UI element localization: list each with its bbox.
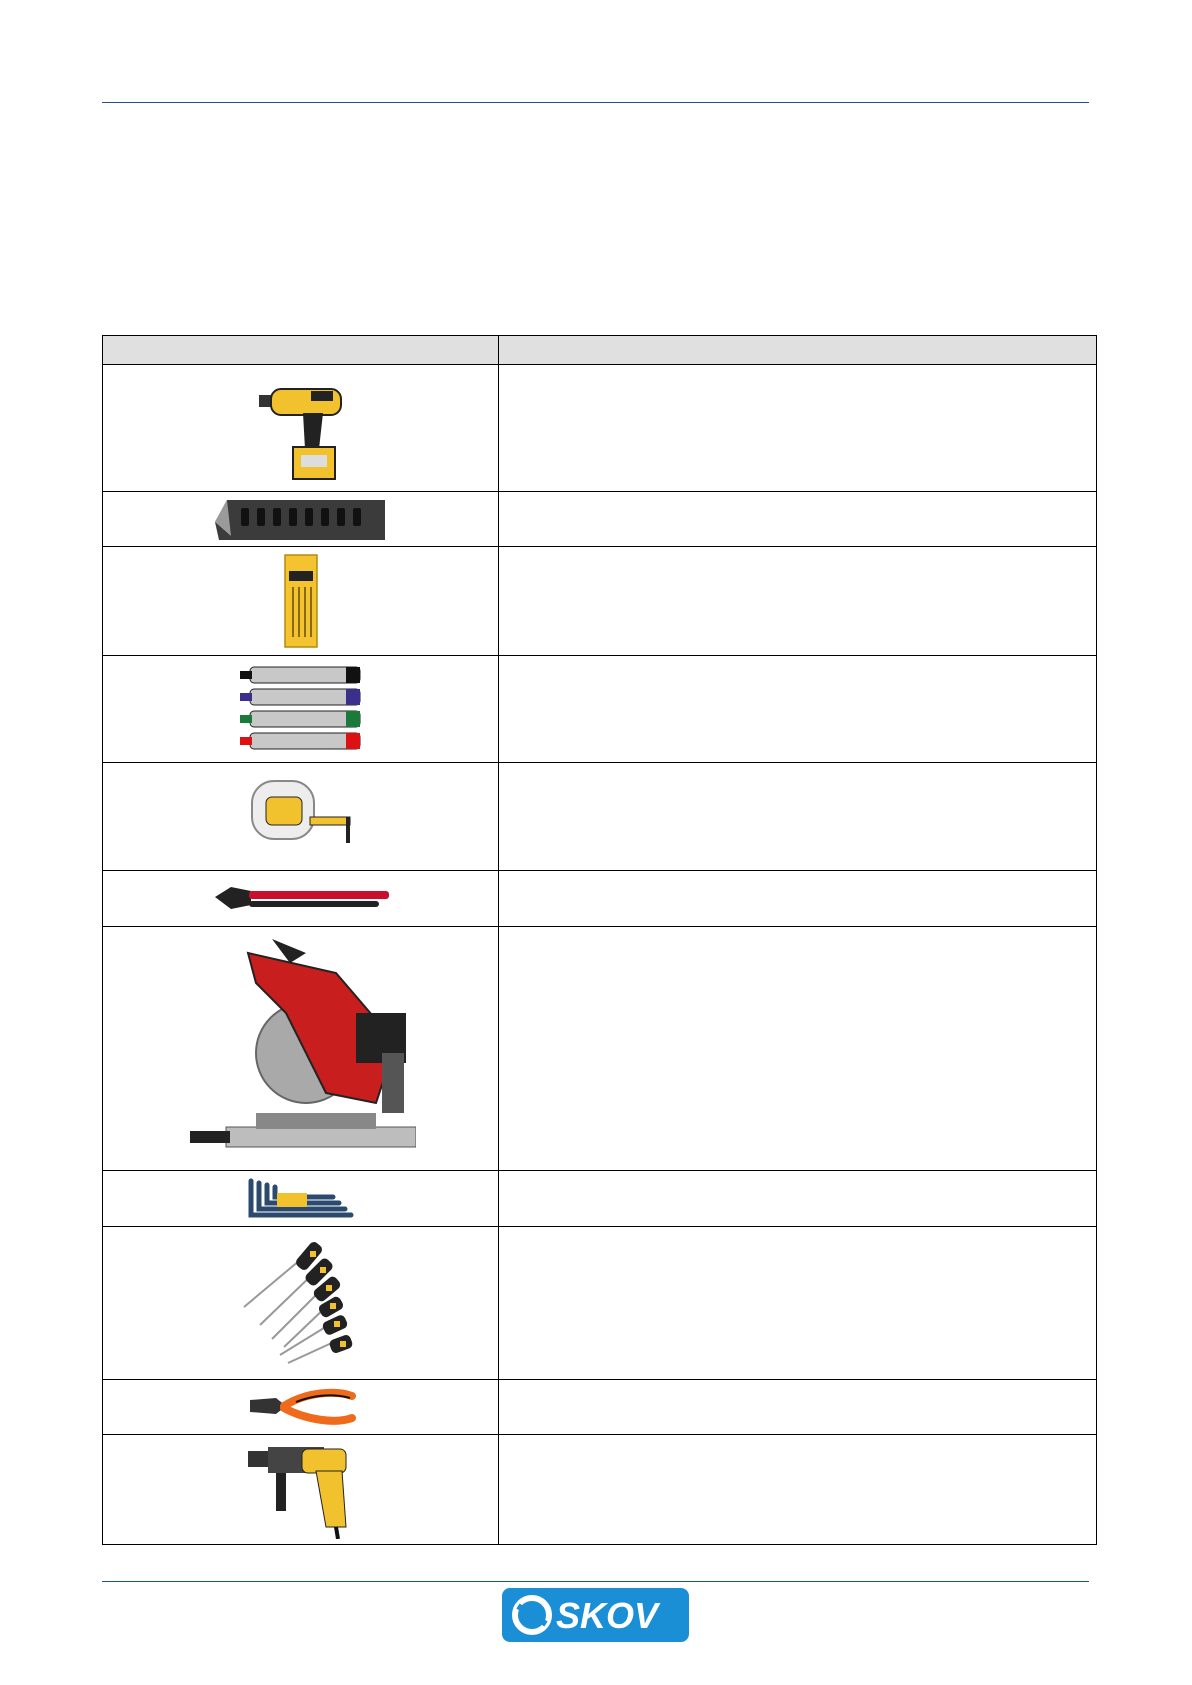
tool-image-cell (103, 763, 499, 871)
description-cell (499, 1227, 1097, 1380)
footer-rule (102, 1581, 1089, 1582)
tools-table (102, 335, 1097, 1545)
table-row (103, 1380, 1097, 1435)
header-cell-description (499, 336, 1097, 365)
description-cell (499, 1435, 1097, 1545)
skov-logo (502, 1588, 689, 1642)
screwdriver-bit-set-icon (213, 496, 388, 542)
hex-key-set-icon (241, 1177, 361, 1221)
description-cell (499, 492, 1097, 547)
table-row (103, 492, 1097, 547)
screwdriver-set-icon (236, 1231, 366, 1375)
side-cutter-pliers-icon (246, 1386, 356, 1428)
tape-measure-icon (246, 777, 356, 857)
tool-image-cell (103, 1380, 499, 1435)
table-row (103, 871, 1097, 927)
pipe-wrench-icon (211, 879, 391, 919)
tool-image-cell (103, 1435, 499, 1545)
table-row (103, 547, 1097, 656)
table-row (103, 1227, 1097, 1380)
table-row (103, 365, 1097, 492)
impact-drill-icon (246, 1441, 356, 1539)
description-cell (499, 656, 1097, 763)
description-cell (499, 1171, 1097, 1227)
tool-image-cell (103, 871, 499, 927)
table-row (103, 656, 1097, 763)
tool-image-cell (103, 656, 499, 763)
description-cell (499, 547, 1097, 656)
description-cell (499, 365, 1097, 492)
table-row (103, 763, 1097, 871)
tool-image-cell (103, 365, 499, 492)
cordless-drill-icon (241, 373, 361, 483)
tool-image-cell (103, 492, 499, 547)
tool-image-cell (103, 1171, 499, 1227)
header-rule (102, 102, 1089, 103)
description-cell (499, 763, 1097, 871)
miter-saw-icon (186, 933, 416, 1165)
logo-text: SKOV (556, 1595, 659, 1636)
tool-image-cell (103, 927, 499, 1171)
whiteboard-markers-icon (236, 661, 366, 757)
description-cell (499, 871, 1097, 927)
description-cell (499, 1380, 1097, 1435)
table-row (103, 927, 1097, 1171)
drill-bit-set-icon (283, 553, 319, 649)
tool-image-cell (103, 547, 499, 656)
table-header-row (103, 336, 1097, 365)
header-cell-tool (103, 336, 499, 365)
table-row (103, 1435, 1097, 1545)
table-row (103, 1171, 1097, 1227)
tool-image-cell (103, 1227, 499, 1380)
description-cell (499, 927, 1097, 1171)
